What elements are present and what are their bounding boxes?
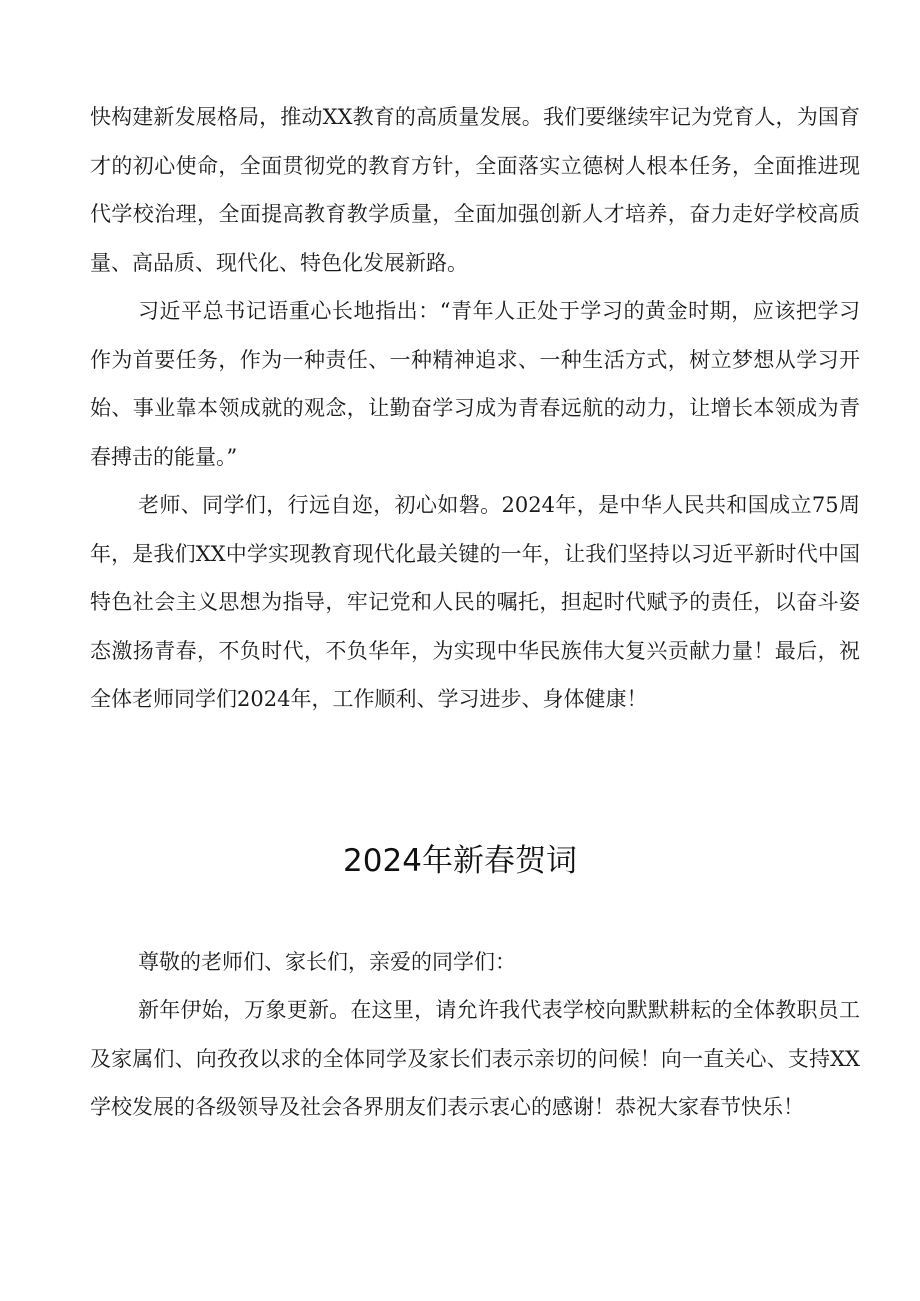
paragraph-quote: 习近平总书记语重心长地指出：“青年人正处于学习的黄金时期，应该把学习作为首要任务，作为一种责任、一种精神追求、一种生活方式，树立梦想从学习开始、事业靠本领成就的观念，让勤奋学习成为青春远航的动力，让增长本领成为青春搏击的能量。” [90, 299, 860, 469]
greeting-line: 尊敬的老师们、家长们，亲爱的同学们： [138, 950, 516, 974]
paragraph-new-year: 新年伊始，万象更新。在这里，请允许我代表学校向默默耕耘的全体教职员工及家属们、向孜孜以求的全体同学及家长们表示亲切的问候！向一直关心、支持XX学校发展的各级领导及社会各界朋友们表示衷心的感谢！恭祝大家春节快乐！ [90, 998, 860, 1120]
paragraph-closing: 老师、同学们，行远自迩，初心如磐。2024年，是中华人民共和国成立75周年，是我们XX中学实现教育现代化最关键的一年，让我们坚持以习近平新时代中国特色社会主义思想为指导，牢记党和人民的嘱托，担起时代赋予的责任，以奋斗姿态激扬青春，不负时代，不负华年，为实现中华民族伟大复兴贡献力量！最后，祝全体老师同学们2024年，工作顺利、学习进步、身体健康！ [90, 493, 860, 712]
page-title: 2024年新春贺词 [343, 843, 577, 879]
paragraph-development: 快构建新发展格局，推动XX教育的高质量发展。我们要继续牢记为党育人，为国育才的初心使命，全面贯彻党的教育方针，全面落实立德树人根本任务，全面推进现代学校治理，全面提高教育教学质量，全面加强创新人才培养，奋力走好学校高质量、高品质、现代化、特色化发展新路。 [90, 105, 860, 275]
